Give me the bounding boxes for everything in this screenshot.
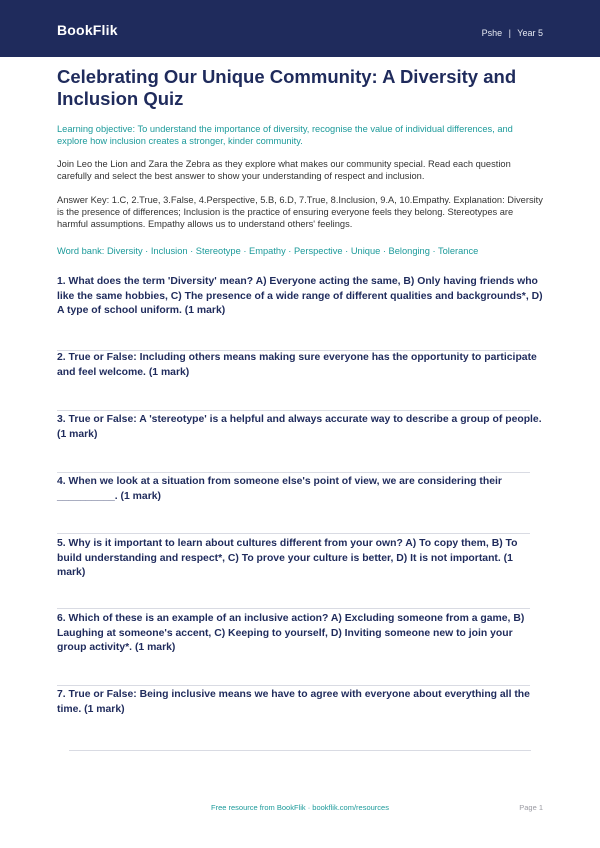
word-bank: Word bank: Diversity · Inclusion · Stereotype · Empathy · Perspective · Unique · Belonging · Tolerance (57, 246, 479, 256)
question-1: 1. What does the term 'Diversity' mean? A) Everyone acting the same, B) Only having friends who like the same hobbies, C) The presence of a wide range of different qualities and backgrounds*, D) A type of school uniform. (1 mark) (57, 276, 543, 316)
answer-line-2 (57, 410, 530, 411)
header-bar (0, 0, 600, 57)
answer-line-4 (57, 533, 530, 534)
page-title: Celebrating Our Unique Community: A Diversity and Inclusion Quiz (57, 66, 517, 109)
year-label: Year 5 (517, 28, 543, 38)
brand-logo-text[interactable]: BookFlik (57, 22, 118, 38)
answer-line-3 (57, 472, 530, 473)
answer-line-5 (57, 608, 530, 609)
footer-divider (69, 750, 531, 751)
question-7: 7. True or False: Being inclusive means we have to agree with everyone about everything all the time. (1 mark) (57, 689, 530, 715)
question-2: 2. True or False: Including others means making sure everyone has the opportunity to participate and feel welcome. (1 mark) (57, 352, 537, 378)
page-number: Page 1 (519, 803, 543, 812)
answer-line-6 (57, 685, 530, 686)
intro-text: Join Leo the Lion and Zara the Zebra as they explore what makes our community special. Read each question carefully and select the best answer to show your understanding of respect and inclusion. (57, 159, 511, 181)
meta-divider: | (508, 28, 511, 38)
answer-key: Answer Key: 1.C, 2.True, 3.False, 4.Perspective, 5.B, 6.D, 7.True, 8.Inclusion, 9.A, 10.Empathy. Explanation: Diversity is the presence of differences; Inclusion is the practice of ensuring everyone feels they belong. Stereotypes are harmful assumptions. Empathy allows us to understand others' feelings. (57, 195, 543, 229)
footer-link[interactable]: Free resource from BookFlik · bookflik.com/resources (211, 803, 389, 812)
header-meta (482, 28, 543, 38)
question-5: 5. Why is it important to learn about cultures different from your own? A) To copy them, B) To build understanding and respect*, C) To prove your culture is better, D) It is not important. (1 mark) (57, 538, 518, 578)
question-6: 6. Which of these is an example of an inclusive action? A) Excluding someone from a game, B) Laughing at someone's accent, C) Keeping to yourself, D) Inviting someone new to join your group activity*. (1 mark) (57, 613, 525, 653)
question-3: 3. True or False: A 'stereotype' is a helpful and always accurate way to describe a group of people. (1 mark) (57, 414, 542, 440)
question-4: 4. When we look at a situation from someone else's point of view, we are considering their __________. (1 mark) (57, 476, 502, 502)
subject-label: Pshe (481, 28, 503, 38)
learning-objective: Learning objective: To understand the importance of diversity, recognise the value of individual differences, and explore how inclusion creates a stronger, kinder community. (57, 124, 513, 146)
